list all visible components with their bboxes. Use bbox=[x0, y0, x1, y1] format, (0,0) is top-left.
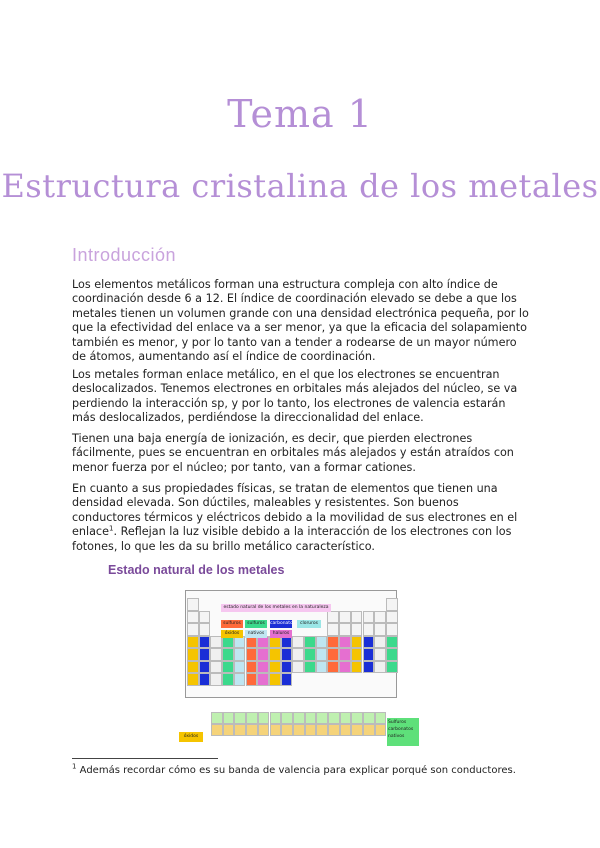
periodic-cell bbox=[374, 636, 386, 649]
lanthanide-actinide-rows bbox=[211, 712, 387, 746]
paragraph-2 bbox=[72, 368, 530, 426]
periodic-cell bbox=[363, 611, 375, 624]
periodic-cell bbox=[187, 648, 199, 661]
lanthanide-cell bbox=[293, 724, 305, 736]
periodic-cell bbox=[316, 648, 328, 661]
legend-nativos: nativos bbox=[245, 630, 267, 638]
periodic-cell bbox=[351, 623, 363, 636]
periodic-cell bbox=[187, 611, 199, 624]
section-heading: Introducción bbox=[72, 245, 177, 265]
figure-title: Estado natural de los metales bbox=[108, 563, 285, 577]
lanthanide-cell bbox=[316, 724, 328, 736]
footnote-text: Además recordar cómo es su banda de valencia para explicar porqué son conductores. bbox=[79, 765, 516, 776]
lanthanide-cell bbox=[281, 724, 293, 736]
periodic-cell bbox=[374, 623, 386, 636]
lanthanide-cell bbox=[375, 712, 387, 724]
periodic-cell bbox=[339, 661, 351, 674]
periodic-cell bbox=[199, 611, 211, 624]
lanthanide-cell bbox=[223, 712, 235, 724]
lanthanide-cell bbox=[258, 724, 270, 736]
lanthanide-cell bbox=[246, 724, 258, 736]
periodic-cell bbox=[187, 636, 199, 649]
legend-sulfuros-2: sulfuros bbox=[245, 620, 267, 628]
periodic-cell bbox=[222, 661, 234, 674]
lanthanide-cell bbox=[234, 724, 246, 736]
page-title: Estructura cristalina de los metales bbox=[1, 167, 599, 205]
footnote bbox=[72, 762, 542, 776]
lanthanide-cell bbox=[223, 724, 235, 736]
periodic-cell bbox=[269, 673, 281, 686]
lanthanide-cell bbox=[328, 712, 340, 724]
periodic-cell bbox=[187, 661, 199, 674]
periodic-cell bbox=[327, 636, 339, 649]
periodic-cell bbox=[292, 636, 304, 649]
periodic-cell bbox=[234, 661, 246, 674]
periodic-cell bbox=[304, 648, 316, 661]
legend-sulfuros-1: sulfuros bbox=[221, 620, 243, 628]
lanthanide-cell bbox=[363, 724, 375, 736]
paragraph-4-part-b: . Reflejan la luz visible debido a la interacción de los electrones con los fotones, lo que les da su brillo metálico característico. bbox=[72, 525, 512, 553]
paragraph-3 bbox=[72, 432, 530, 475]
yellow-label: óxidos bbox=[179, 732, 203, 742]
periodic-cell bbox=[351, 661, 363, 674]
periodic-cell bbox=[257, 648, 269, 661]
periodic-cell bbox=[316, 661, 328, 674]
periodic-cell bbox=[316, 636, 328, 649]
periodic-cell bbox=[351, 611, 363, 624]
periodic-cell bbox=[199, 636, 211, 649]
periodic-cell bbox=[363, 648, 375, 661]
lanthanide-cell bbox=[246, 712, 258, 724]
periodic-cell bbox=[234, 648, 246, 661]
periodic-cell bbox=[210, 661, 222, 674]
periodic-cell bbox=[187, 598, 199, 611]
periodic-cell bbox=[351, 636, 363, 649]
periodic-cell bbox=[374, 648, 386, 661]
paragraph-1 bbox=[72, 278, 530, 364]
periodic-table-figure bbox=[185, 590, 397, 698]
lanthanide-cell bbox=[211, 712, 223, 724]
lanthanide-cell bbox=[340, 724, 352, 736]
periodic-cell bbox=[386, 623, 398, 636]
periodic-cell bbox=[386, 636, 398, 649]
periodic-cell bbox=[339, 636, 351, 649]
periodic-cell bbox=[187, 623, 199, 636]
legend-carbonatos: carbonatos bbox=[270, 621, 296, 626]
periodic-cell bbox=[386, 611, 398, 624]
lanthanide-cell bbox=[211, 724, 223, 736]
periodic-cell bbox=[304, 661, 316, 674]
periodic-cell bbox=[363, 661, 375, 674]
periodic-cell bbox=[304, 636, 316, 649]
periodic-cell bbox=[269, 648, 281, 661]
paragraph-4 bbox=[72, 482, 530, 554]
periodic-cell bbox=[281, 648, 293, 661]
periodic-cell bbox=[222, 673, 234, 686]
periodic-cell bbox=[339, 611, 351, 624]
lanthanide-cell bbox=[340, 712, 352, 724]
periodic-cell bbox=[246, 673, 258, 686]
lanthanide-cell bbox=[270, 724, 282, 736]
periodic-cell bbox=[339, 648, 351, 661]
periodic-cell bbox=[363, 636, 375, 649]
footnote-reference[interactable]: 1 bbox=[108, 524, 114, 533]
periodic-cell bbox=[327, 661, 339, 674]
periodic-cell bbox=[292, 661, 304, 674]
lanthanide-cell bbox=[316, 712, 328, 724]
periodic-cell bbox=[199, 623, 211, 636]
lanthanide-cell bbox=[258, 712, 270, 724]
lanthanide-cell bbox=[281, 712, 293, 724]
periodic-cell bbox=[222, 648, 234, 661]
lanthanide-cell bbox=[293, 712, 305, 724]
legend-haluros: haluros bbox=[270, 630, 292, 638]
periodic-cell bbox=[386, 661, 398, 674]
periodic-cell bbox=[199, 661, 211, 674]
legend-cloruros: cloruros bbox=[297, 620, 321, 628]
paragraph-4-part-a: En cuanto a sus propiedades físicas, se tratan de elementos que tienen una densidad elevada. Son dúctiles, maleables y resistentes. Son buenos conductores térmicos y eléctricos debido a la movilidad de sus electrones en el enlace bbox=[72, 482, 518, 539]
lanthanide-cell bbox=[234, 712, 246, 724]
lanthanide-cell bbox=[305, 712, 317, 724]
periodic-cell bbox=[327, 611, 339, 624]
lanthanide-cell bbox=[328, 724, 340, 736]
periodic-cell bbox=[199, 648, 211, 661]
periodic-cell bbox=[269, 661, 281, 674]
paragraph-4-text bbox=[72, 482, 530, 554]
periodic-cell bbox=[327, 623, 339, 636]
lanthanide-cell bbox=[351, 712, 363, 724]
periodic-cell bbox=[292, 648, 304, 661]
paragraph-3-text: Tienen una baja energía de ionización, es decir, que pierden electrones fácilmente, pues se encuentran en orbitales más alejados y están atraídos con menor fuerza por el núcleo; por tanto, van a formar cationes. bbox=[72, 432, 514, 474]
periodic-cell bbox=[374, 611, 386, 624]
footnote-divider bbox=[72, 758, 218, 759]
lanthanide-cell bbox=[363, 712, 375, 724]
periodic-cell bbox=[363, 623, 375, 636]
periodic-cell bbox=[246, 648, 258, 661]
periodic-cell bbox=[234, 673, 246, 686]
lanthanide-cell bbox=[305, 724, 317, 736]
green-label: Sulfuros carbonatos nativos bbox=[387, 718, 419, 746]
paragraph-2-text: Los metales forman enlace metálico, en el que los electrones se encuentran deslocalizados. Tenemos electrones en orbitales más alejados del núcleo, se va perdiendo la interacción sp, y por lo tanto, los electrones de valencia estarán más deslocalizados, perdiéndose la direccionalidad del enlace. bbox=[72, 368, 518, 425]
legend-oxidos: óxidos bbox=[221, 630, 243, 638]
lanthanide-cell bbox=[351, 724, 363, 736]
periodic-cell bbox=[210, 648, 222, 661]
lanthanide-cell bbox=[270, 712, 282, 724]
chapter-heading: Tema 1 bbox=[227, 92, 373, 136]
periodic-cell bbox=[281, 661, 293, 674]
periodic-cell bbox=[210, 673, 222, 686]
periodic-cell bbox=[199, 673, 211, 686]
periodic-cell bbox=[257, 673, 269, 686]
periodic-cell bbox=[339, 623, 351, 636]
periodic-cell bbox=[246, 661, 258, 674]
periodic-cell bbox=[386, 598, 398, 611]
periodic-cell bbox=[386, 648, 398, 661]
footnote-mark: 1 bbox=[72, 762, 77, 771]
periodic-cell bbox=[327, 648, 339, 661]
paragraph-1-text: Los elementos metálicos forman una estructura compleja con alto índice de coordinación desde 6 a 12. El índice de coordinación elevado se debe a que los metales tienen un volumen grande con una densidad electrónica pequeña, por lo que la efectividad del enlace va a ser menor, ya que la eficacia del solapamiento también es menor, y por lo tanto van a tender a rodearse de un mayor número de átomos, aumentando así el índice de coordinación. bbox=[72, 278, 529, 364]
periodic-cell bbox=[351, 648, 363, 661]
periodic-cell bbox=[281, 673, 293, 686]
table-caption: estado natural de los metales en la naturaleza bbox=[221, 604, 331, 612]
periodic-cell bbox=[374, 661, 386, 674]
lanthanide-cell bbox=[375, 724, 387, 736]
periodic-cell bbox=[257, 661, 269, 674]
periodic-cell bbox=[187, 673, 199, 686]
